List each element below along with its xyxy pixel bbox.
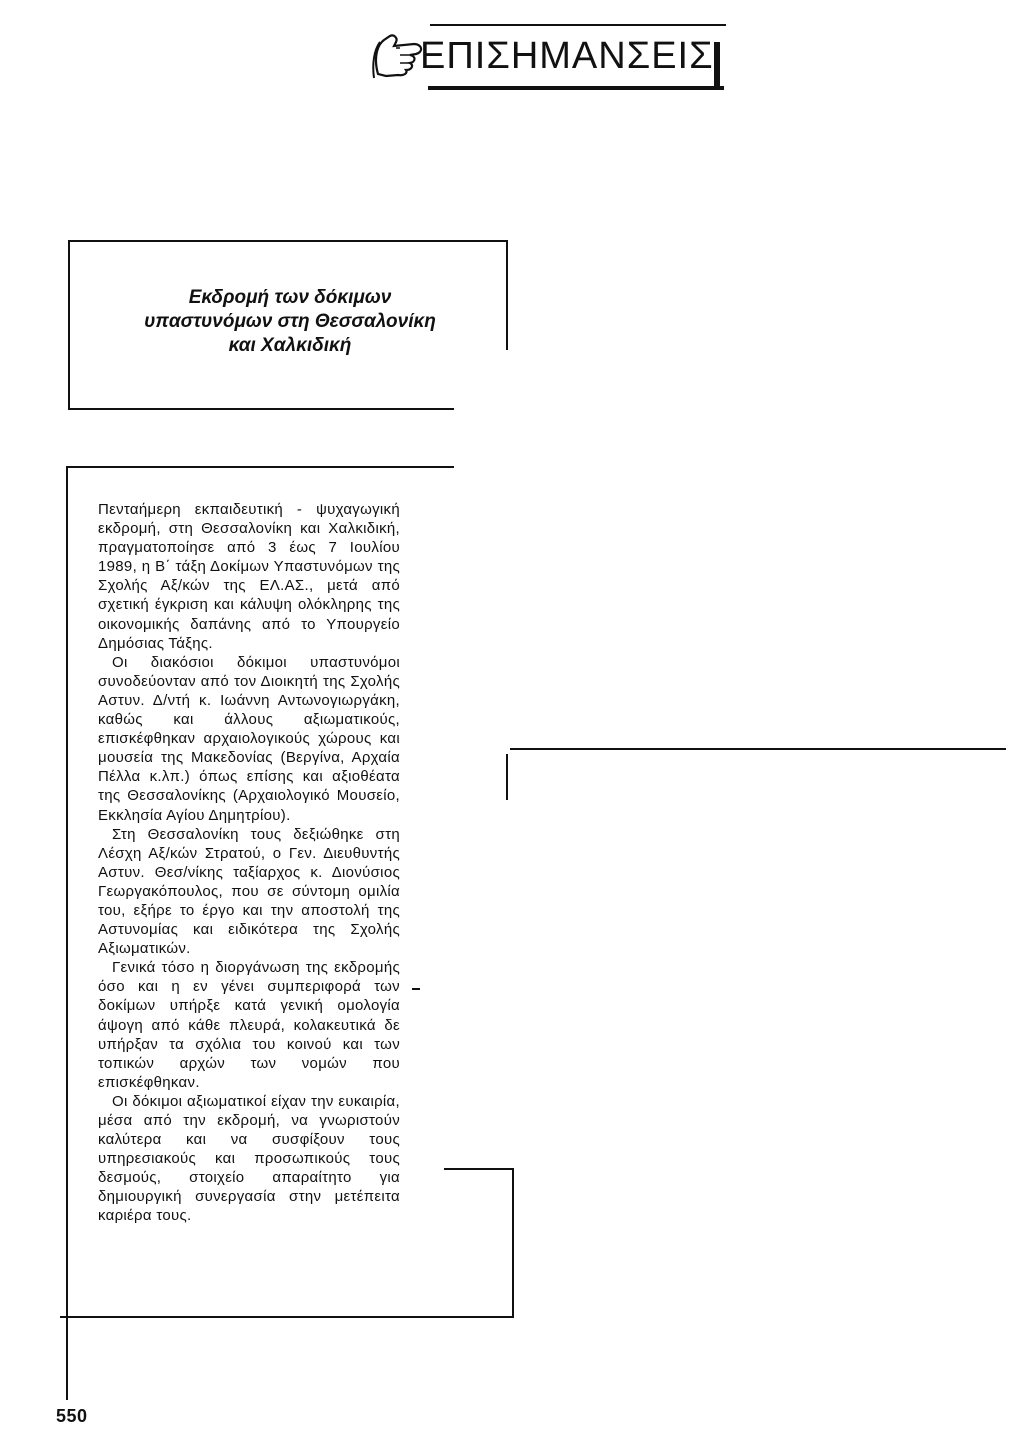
article-right-corner-rule xyxy=(444,1168,514,1170)
right-column-rule xyxy=(510,748,1006,750)
title-box-right-rule xyxy=(506,240,508,350)
article-body xyxy=(98,500,400,1226)
article-left-rule xyxy=(66,466,68,1400)
header-vertical-bar xyxy=(714,42,720,90)
page-number: 550 xyxy=(56,1406,88,1426)
article-top-rule xyxy=(66,466,454,468)
article-title-line: υπαστυνόμων στη Θεσσαλονίκη xyxy=(144,311,436,332)
article-paragraph: Οι δόκιμοι αξιωματικοί είχαν την ευκαιρία, μέσα από την εκδρομή, να γνωριστούν καλύτερα και να συσφίξουν τους υπηρεσιακούς και προσωπικούς τους δεσμούς, στοιχείο απαραίτητο για δημιουργική συνεργασία στην μετέπειτα καριέρα τους. xyxy=(98,1092,400,1225)
title-box-top-rule xyxy=(68,240,508,242)
right-column-tick xyxy=(506,754,508,800)
article-paragraph: Πενταήμερη εκπαιδευτική - ψυχαγωγική εκδρομή, στη Θεσσαλονίκη και Χαλκιδική, πραγματοποίησε από 3 έως 7 Ιουλίου 1989, η Β΄ τάξη Δοκίμων Υπαστυνόμων της Σχολής Αξ/κών της ΕΛ.ΑΣ., μετά από σχετική έγκριση και κάλυψη ολόκληρης της οικονομικής δαπάνης από το Υπουργείο Δημόσιας Τάξης. xyxy=(98,501,400,652)
section-header xyxy=(370,14,730,94)
article-paragraph: Στη Θεσσαλονίκη τους δεξιώθηκε στη Λέσχη Αξ/κών Στρατού, ο Γεν. Διευθυντής Αστυν. Θεσ/νίκης ταξίαρχος κ. Διονύσιος Γεωργακόπουλος, που σε σύντομη ομιλία του, εξήρε το έργο και την αποστολή της Αστυνομίας και ειδικότερα της Σχολής Αξιωματικών. xyxy=(98,825,400,958)
article-title-line: Εκδρομή των δόκιμων xyxy=(188,287,392,308)
article-right-rule xyxy=(512,1170,514,1318)
margin-dash xyxy=(412,988,420,990)
header-top-line xyxy=(430,24,726,26)
section-title: ΕΠΙΣΗΜΑΝΣΕΙΣ xyxy=(420,35,714,77)
title-box-bottom-rule xyxy=(68,408,454,410)
article-paragraph: Οι διακόσιοι δόκιμοι υπαστυνόμοι συνοδεύονταν από τον Διοικητή της Σχολής Αστυν. Δ/ντή κ. Ιωάννη Αντωνογιωργάκη, καθώς και άλλους αξιωματικούς, επισκέφθηκαν αρχαιολογικούς χώρους και μουσεία της Μακεδονίας (Βεργίνα, Αρχαία Πέλλα κ.λπ.) όπως επίσης και αξιοθέατα της Θεσσαλονίκης (Αρχαιολογικό Μουσείο, Εκκλησία Αγίου Δημητρίου). xyxy=(98,653,400,824)
title-box-left-rule xyxy=(68,240,70,410)
article-bottom-rule xyxy=(60,1316,512,1318)
article-paragraph: Γενικά τόσο η διοργάνωση της εκδρομής όσο και η εν γένει συμπεριφορά των δοκίμων υπήρξε κατά γενική ομολογία άψογη από κάθε πλευρά, κολακευτικά δε υπήρξαν τα σχόλια του κοινού και των τοπικών αρχών των νομών που επισκέφθηκαν. xyxy=(98,959,400,1091)
article-title-line: και Χαλκιδική xyxy=(228,335,352,356)
article-title xyxy=(120,286,460,358)
header-underline xyxy=(428,86,724,90)
